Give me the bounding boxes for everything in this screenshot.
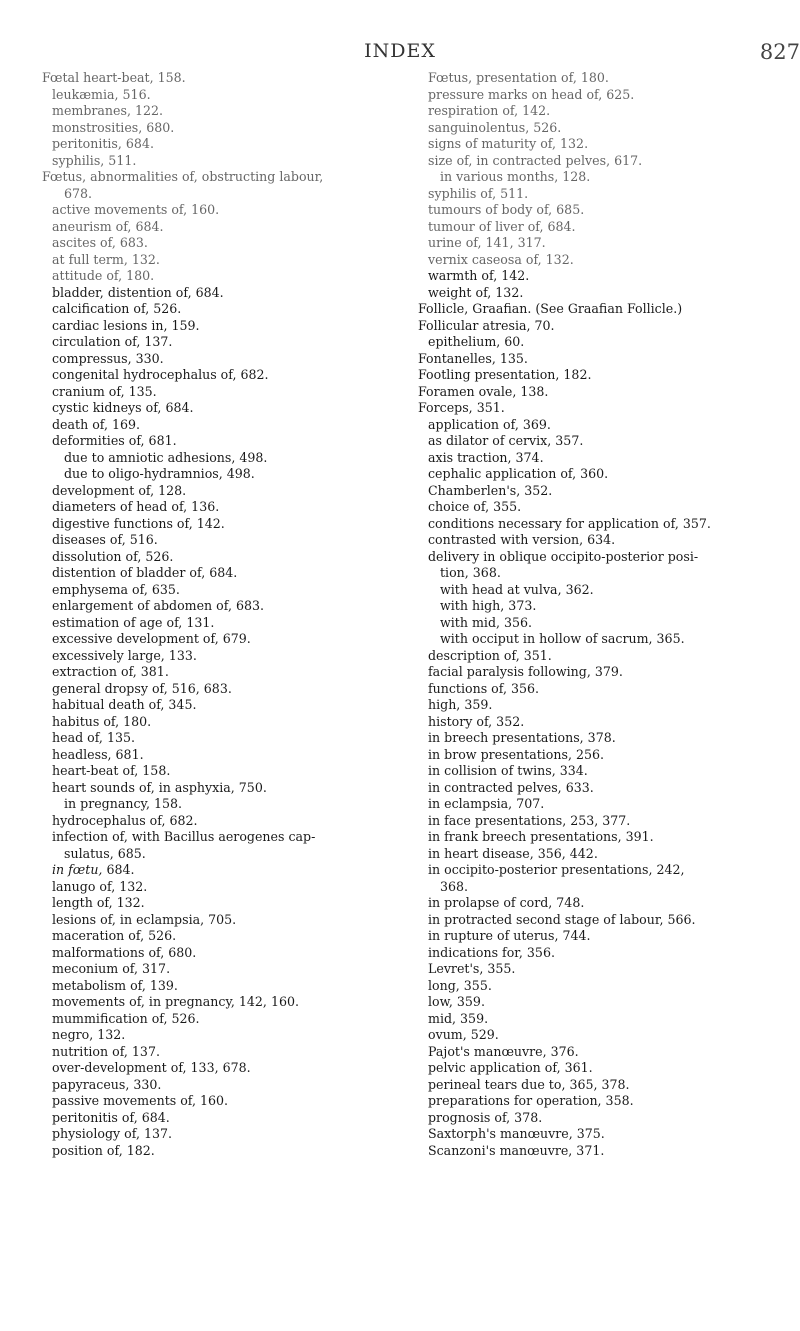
index-entry: heart-beat of, 158. — [52, 763, 171, 778]
index-entry: habitus of, 180. — [52, 713, 152, 729]
index-entry: nutrition of, 137. — [52, 1043, 160, 1059]
running-title: INDEX — [364, 40, 436, 62]
index-entry: general dropsy of, 516, 683. — [52, 680, 232, 696]
index-entry: tumour of liver of, 684. — [428, 218, 576, 234]
index-entry: peritonitis, 684. — [52, 136, 154, 151]
index-entry: in contracted pelves, 633. — [428, 779, 594, 795]
index-entry: high, 359. — [428, 697, 493, 712]
index-entry: at full term, 132. — [52, 251, 160, 267]
index-entry: metabolism of, 139. — [52, 977, 178, 993]
index-entry: signs of maturity of, 132. — [428, 136, 589, 151]
index-entry: indications for, 356. — [428, 944, 555, 960]
index-entry: syphilis of, 511. — [428, 185, 529, 201]
index-entry: estimation of age of, 131. — [52, 614, 215, 630]
index-entry: choice of, 355. — [428, 499, 522, 514]
index-entry: history of, 352. — [428, 713, 525, 729]
index-entry: in collision of twins, 334. — [428, 763, 588, 778]
index-entry: attitude of, 180. — [52, 268, 155, 283]
index-entry: sulatus, 685. — [64, 845, 146, 861]
index-entry: ovum, 529. — [428, 1027, 499, 1042]
index-entry: conditions necessary for application of, 357. — [428, 515, 711, 531]
index-entry: pelvic application of, 361. — [428, 1060, 593, 1075]
index-entry: in frank breech presentations, 391. — [428, 829, 654, 844]
index-entry: in prolapse of cord, 748. — [428, 895, 585, 910]
index-entry: with head at vulva, 362. — [440, 581, 594, 597]
index-entry: diseases of, 516. — [52, 532, 158, 547]
index-entry: vernix caseosa of, 132. — [428, 251, 574, 267]
index-entry: warmth of, 142. — [428, 268, 530, 283]
index-entry: respiration of, 142. — [428, 103, 551, 118]
index-entry: head of, 135. — [52, 730, 135, 745]
index-entry: weight of, 132. — [428, 284, 524, 300]
index-entry: cephalic application of, 360. — [428, 466, 609, 481]
index-entry: position of, 182. — [52, 1142, 155, 1158]
index-entry: papyraceus, 330. — [52, 1076, 162, 1092]
page-header — [0, 40, 800, 70]
index-entry: Chamberlen's, 352. — [428, 482, 553, 498]
index-entry: leukæmia, 516. — [52, 86, 151, 102]
index-entry: lesions of, in eclampsia, 705. — [52, 911, 237, 927]
index-entry: contrasted with version, 634. — [428, 532, 616, 547]
index-entry: aneurism of, 684. — [52, 218, 164, 234]
index-entry: prognosis of, 378. — [428, 1109, 543, 1125]
index-entry: syphilis, 511. — [52, 152, 137, 168]
index-entry: over-development of, 133, 678. — [52, 1060, 251, 1075]
index-entry: Foramen ovale, 138. — [418, 383, 549, 399]
index-entry: tion, 368. — [440, 565, 501, 580]
index-entry: compressus, 330. — [52, 350, 164, 366]
index-entry: Fœtus, presentation of, 180. — [428, 70, 609, 85]
index-entry: with high, 373. — [440, 598, 537, 613]
index-entry: 368. — [440, 878, 469, 894]
index-entry: deformities of, 681. — [52, 433, 177, 448]
index-entry: diameters of head of, 136. — [52, 499, 220, 514]
index-entry: Fœtal heart-beat, 158. — [42, 70, 186, 85]
index-entry: Follicle, Graafian. (See Graafian Follicle.) — [418, 301, 683, 316]
index-entry: in face presentations, 253, 377. — [428, 812, 631, 828]
index-entry: Forceps, 351. — [418, 400, 505, 415]
index-entry: distention of bladder of, 684. — [52, 565, 238, 580]
index-entry: in various months, 128. — [440, 169, 591, 184]
index-entry: emphysema of, 635. — [52, 581, 180, 597]
index-entry: dissolution of, 526. — [52, 548, 174, 564]
index-entry: maceration of, 526. — [52, 928, 177, 943]
index-entry: urine of, 141, 317. — [428, 235, 546, 250]
index-entry: facial paralysis following, 379. — [428, 664, 623, 679]
index-entry: monstrosities, 680. — [52, 119, 175, 135]
index-entry: low, 359. — [428, 994, 485, 1009]
index-entry: excessive development of, 679. — [52, 631, 251, 646]
index-entry: in heart disease, 356, 442. — [428, 845, 598, 861]
index-entry: passive movements of, 160. — [52, 1093, 229, 1108]
index-entry: with occiput in hollow of sacrum, 365. — [440, 631, 685, 646]
index-entry: functions of, 356. — [428, 680, 540, 696]
index-entry: pressure marks on head of, 625. — [428, 86, 635, 102]
index-entry: infection of, with Bacillus aerogenes cap- — [52, 829, 316, 844]
index-entry: death of, 169. — [52, 416, 141, 432]
index-entry: meconium of, 317. — [52, 961, 171, 976]
index-entry: mid, 359. — [428, 1010, 489, 1026]
index-entry: Saxtorph's manœuvre, 375. — [428, 1126, 605, 1141]
index-entry: in eclampsia, 707. — [428, 796, 545, 811]
index-entry: tumours of body of, 685. — [428, 202, 585, 217]
index-entry: mummification of, 526. — [52, 1010, 200, 1026]
index-entry: due to oligo-hydramnios, 498. — [64, 466, 255, 481]
index-entry: Fontanelles, 135. — [418, 350, 528, 366]
index-entry: sanguinolentus, 526. — [428, 119, 562, 135]
index-entry: size of, in contracted pelves, 617. — [428, 152, 643, 168]
index-entry: delivery in oblique occipito-posterior posi- — [428, 548, 699, 564]
index-entry: negro, 132. — [52, 1027, 126, 1042]
index-entry: malformations of, 680. — [52, 944, 197, 960]
index-entry: in brow presentations, 256. — [428, 746, 605, 762]
index-entry: movements of, in pregnancy, 142, 160. — [52, 994, 299, 1009]
index-entry: as dilator of cervix, 357. — [428, 433, 584, 448]
index-entry: heart sounds of, in asphyxia, 750. — [52, 779, 267, 795]
index-entry: peritonitis of, 684. — [52, 1109, 170, 1125]
index-entry: in pregnancy, 158. — [64, 796, 183, 811]
index-entry: Pajot's manœuvre, 376. — [428, 1043, 579, 1059]
index-entry: digestive functions of, 142. — [52, 515, 225, 531]
index-entry: habitual death of, 345. — [52, 697, 197, 712]
index-entry: long, 355. — [428, 977, 492, 993]
index-column-right — [418, 70, 790, 1159]
index-entry: 678. — [64, 185, 93, 201]
index-entry: with mid, 356. — [440, 614, 533, 630]
index-column-left — [42, 70, 412, 1159]
index-entry: membranes, 122. — [52, 103, 164, 118]
index-entry: cranium of, 135. — [52, 383, 157, 399]
index-entry: ascites of, 683. — [52, 235, 148, 250]
index-entry: lanugo of, 132. — [52, 878, 148, 894]
index-entry: perineal tears due to, 365, 378. — [428, 1076, 630, 1092]
index-entry: congenital hydrocephalus of, 682. — [52, 367, 269, 382]
index-entry: cystic kidneys of, 684. — [52, 400, 194, 415]
index-entry: enlargement of abdomen of, 683. — [52, 598, 265, 613]
index-entry: application of, 369. — [428, 416, 551, 432]
index-entry: in fœtu, 684. — [52, 862, 135, 877]
index-entry: hydrocephalus of, 682. — [52, 812, 198, 828]
index-entry: in protracted second stage of labour, 566. — [428, 911, 696, 927]
index-entry: in breech presentations, 378. — [428, 730, 616, 745]
page-number: 827 — [759, 40, 800, 64]
index-entry: epithelium, 60. — [428, 334, 525, 349]
index-entry: circulation of, 137. — [52, 334, 173, 349]
index-entry: Footling presentation, 182. — [418, 367, 592, 382]
index-entry: bladder, distention of, 684. — [52, 284, 224, 300]
index-entry: excessively large, 133. — [52, 647, 197, 663]
index-entry: Scanzoni's manœuvre, 371. — [428, 1142, 605, 1158]
index-entry: in occipito-posterior presentations, 242, — [428, 862, 685, 877]
index-entry: preparations for operation, 358. — [428, 1093, 634, 1108]
index-entry: due to amniotic adhesions, 498. — [64, 449, 268, 465]
index-entry: Levret's, 355. — [428, 961, 516, 976]
index-entry: development of, 128. — [52, 482, 187, 498]
index-entry: Follicular atresia, 70. — [418, 317, 555, 333]
index-entry: length of, 132. — [52, 895, 145, 910]
index-entry: active movements of, 160. — [52, 202, 220, 217]
index-entry: cardiac lesions in, 159. — [52, 317, 200, 333]
index-entry: in rupture of uterus, 744. — [428, 928, 591, 943]
index-entry: headless, 681. — [52, 746, 144, 762]
index-entry: Fœtus, abnormalities of, obstructing labour, — [42, 169, 324, 184]
index-entry: extraction of, 381. — [52, 664, 169, 679]
index-entry: axis traction, 374. — [428, 449, 544, 465]
index-entry: description of, 351. — [428, 647, 552, 663]
index-entry: physiology of, 137. — [52, 1126, 172, 1141]
index-entry: calcification of, 526. — [52, 301, 182, 316]
